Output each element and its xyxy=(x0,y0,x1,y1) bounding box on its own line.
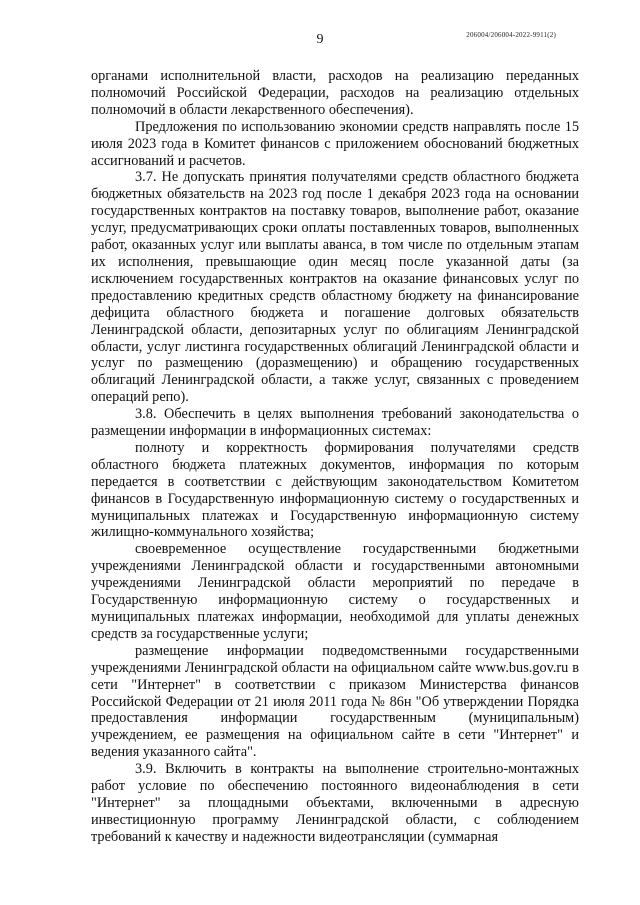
paragraph: 3.8. Обеспечить в целях выполнения требований законодательства о размещении информации в информационных системах: xyxy=(91,406,579,440)
paragraph: своевременное осуществление государственными бюджетными учреждениями Ленинградской области и государственными автономными учреждениями Ленинградской области мероприятий по передаче в Государственную информационную систему о государственных и муниципальных платежах информации, необходимой для уплаты денежных средств за государственные услуги; xyxy=(91,541,579,642)
paragraph: 3.9. Включить в контракты на выполнение строительно-монтажных работ условие по обеспечению постоянного видеонаблюдения в сети "Интернет" за площадными объектами, включенными в адресную инвестиционную программу Ленинградской области, с соблюдением требований к качеству и надежности видеотрансляции (суммарная xyxy=(91,761,579,845)
document-body xyxy=(91,68,579,846)
page-number: 9 xyxy=(316,32,324,47)
paragraph: 3.7. Не допускать принятия получателями средств областного бюджета бюджетных обязательств на 2023 год после 1 декабря 2023 года на основании государственных контрактов на поставку товаров, выполнение работ, оказание услуг, предусматривающих сроки оплаты поставленных товаров, выполненных работ, оказанных услуг или выплаты аванса, в том числе по отдельным этапам их исполнения, превышающие один месяц после указанной даты (за исключением государственных контрактов на оказание финансовых услуг по предоставлению кредитных средств областному бюджету на финансирование дефицита областного бюджета и погашение долговых обязательств Ленинградской области, депозитарных услуг по облигациям Ленинградской области, услуг листинга государственных облигаций Ленинградской области и услуг по размещению (доразмещению) и обращению государственных облигаций Ленинградской области, а также услуг, связанных с проведением операций репо). xyxy=(91,169,579,406)
paragraph: полноту и корректность формирования получателями средств областного бюджета платежных документов, информация по которым передается в соответствии с действующим законодательством Комитетом финансов в Государственную информационную систему о государственных и муниципальных платежах и Государственную информационную систему жилищно-коммунального хозяйства; xyxy=(91,439,579,541)
paragraph: органами исполнительной власти, расходов на реализацию переданных полномочий Российской Федерации, расходов на реализацию отдельных полномочий в области лекарственного обеспечения). xyxy=(91,68,579,118)
paragraph: Предложения по использованию экономии средств направлять после 15 июля 2023 года в Комитет финансов с приложением обоснований бюджетных ассигнований и расчетов. xyxy=(91,118,579,169)
paragraph: размещение информации подведомственными государственными учреждениями Ленинградской области на официальном сайте www.bus.gov.ru в сети "Интернет" в соответствии с приказом Министерства финансов Российской Федерации от 21 июля 2011 года № 86н "Об утверждении Порядка предоставления информации государственным (муниципальным) учреждением, ее размещения на официальном сайте в сети "Интернет" и ведения указанного сайта". xyxy=(91,642,579,761)
document-id: 206004/206004-2022-9911(2) xyxy=(466,31,556,39)
